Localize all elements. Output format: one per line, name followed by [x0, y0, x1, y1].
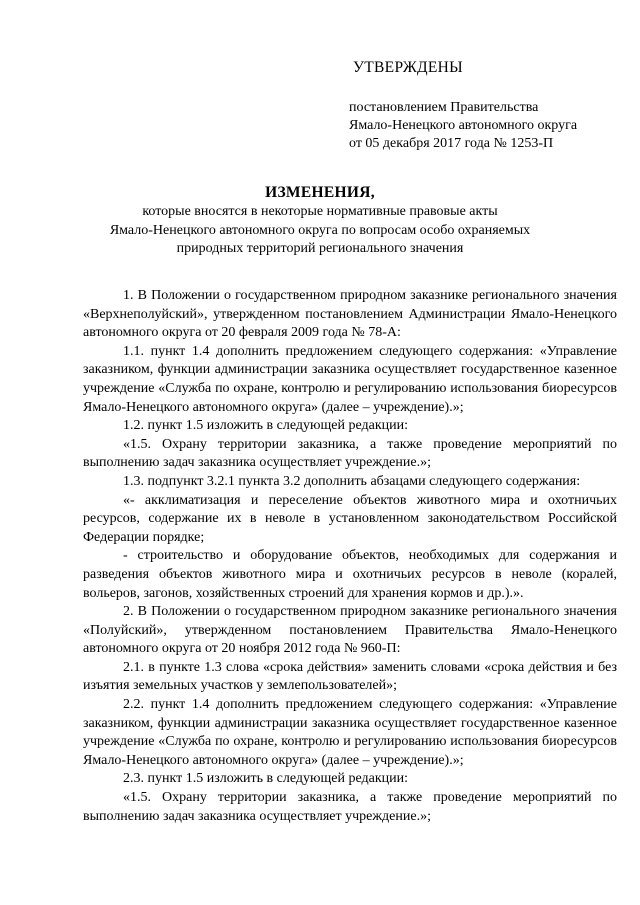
- heading-block: [60, 183, 580, 259]
- body-paragraph: 1.1. пункт 1.4 дополнить предложением следующего содержания: «Управление заказником, функции администрации заказника осуществляет государственное казенное учреждение «Служба по охране, контролю и регулированию использования биоресурсов Ямало-Ненецкого автономного округа» (далее – учреждение).»;: [83, 343, 617, 415]
- body-paragraph: 2.3. пункт 1.5 изложить в следующей редакции:: [123, 771, 408, 787]
- body-paragraph: 2.1. в пункте 1.3 слова «срока действия» заменить словами «срока действия и без изъятия земельных участков у землепользователей»;: [83, 659, 617, 694]
- body-paragraph: 2. В Положении о государственном природном заказнике регионального значения «Полуйский», утвержденном постановлением Правительства Ямало-Ненецкого автономного округа от 20 ноября 2012 года № 960-П:: [83, 604, 617, 657]
- body-paragraph: «1.5. Охрану территории заказника, а также проведение мероприятий по выполнению задач заказника осуществляет учреждение.»;: [83, 436, 617, 471]
- body-paragraph: 1.3. подпункт 3.2.1 пункта 3.2 дополнить абзацами следующего содержания:: [123, 473, 581, 489]
- body-paragraph: «1.5. Охрану территории заказника, а также проведение мероприятий по выполнению задач заказника осуществляет учреждение.»;: [83, 790, 617, 824]
- approval-line: Ямало-Ненецкого автономного округа: [349, 118, 578, 133]
- approval-line: от 05 декабря 2017 года № 1253-П: [349, 136, 554, 151]
- body-paragraph: 1.2. пункт 1.5 изложить в следующей редакции:: [123, 418, 408, 434]
- body-paragraph: 1. В Положении о государственном природном заказнике регионального значения «Верхнеполуйский», утвержденном постановлением Администрации Ямало-Ненецкого автономного округа от 20 февраля 2009 года № 78-А:: [83, 288, 617, 341]
- body-paragraph: «- акклиматизация и переселение объектов животного мира и охотничьих ресурсов, содержание их в неволе в установленном законодательством Российской Федерации порядке;: [83, 492, 617, 545]
- body-paragraph: - строительство и оборудование объектов, необходимых для содержания и разведения объектов животного мира и охотничьих ресурсов в неволе (коралей, вольеров, загонов, хозяйственных строений для хранения кормов и др.).».: [83, 548, 617, 601]
- document-body: [83, 287, 617, 826]
- body-paragraph: 2.2. пункт 1.4 дополнить предложением следующего содержания: «Управление заказником, функции администрации заказника осуществляет государственное казенное учреждение «Служба по охране, контролю и регулированию использования биоресурсов Ямало-Ненецкого автономного округа» (далее – учреждение).»;: [83, 697, 617, 768]
- document-subtitle-line: Ямало-Ненецкого автономного округа по вопросам особо охраняемых: [109, 222, 531, 238]
- document-title: ИЗМЕНЕНИЯ,: [265, 184, 375, 201]
- approval-title: УТВЕРЖДЕНЫ: [353, 59, 463, 76]
- approval-block: [349, 58, 619, 153]
- approval-line: постановлением Правительства: [349, 100, 539, 115]
- document-subtitle-line: которые вносятся в некоторые нормативные правовые акты: [142, 204, 498, 219]
- document-subtitle-line: природных территорий регионального значения: [176, 241, 464, 256]
